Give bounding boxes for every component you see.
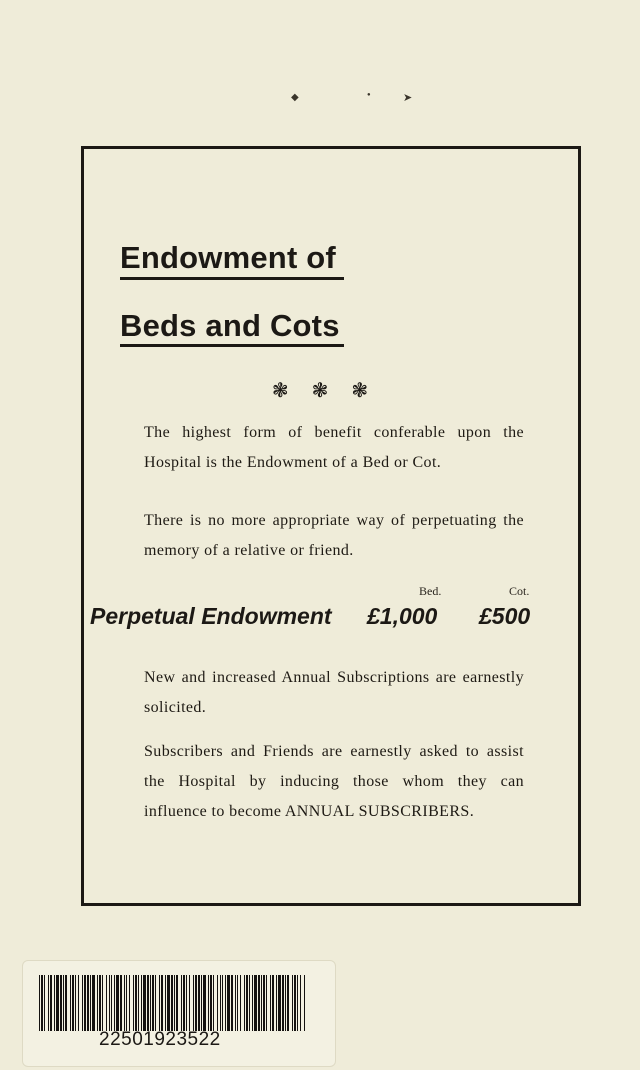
ornament-row [0,378,640,403]
bed-amount: £1,000 [367,603,438,629]
endowment-title: Perpetual Endowment [90,603,332,629]
flower-ornament-icon: ❃ [351,380,369,402]
bed-column-label: Bed. [419,584,442,598]
heading-underline-1 [120,277,344,280]
heading-underline-2 [120,344,344,347]
heading-line-1: Endowment of [120,240,336,275]
barcode-icon [39,975,305,1031]
ink-speck: ● [367,92,371,98]
subscriptions-paragraph: New and increased Annual Subscriptions are earnestly solicited. [144,669,524,716]
barcode-label [22,960,336,1067]
ink-speck: ➤ [403,92,413,104]
memory-paragraph: There is no more appropriate way of perpetuating the memory of a relative or friend. [144,512,524,559]
cot-amount: £500 [479,603,531,629]
heading-line-2: Beds and Cots [120,308,340,343]
subscribers-paragraph: Subscribers and Friends are earnestly asked to assist the Hospital by inducing those whom they can influence to become ANNUAL SUBSCRIBERS. [144,743,524,820]
endowment-row [0,603,640,637]
cot-column-label: Cot. [509,584,530,598]
benefit-paragraph: The highest form of benefit conferable upon the Hospital is the Endowment of a Bed or Cot. [144,424,524,471]
barcode-number: 22501923522 [99,1029,221,1050]
ink-speck: ◆ [291,92,299,103]
flower-ornament-icon: ❃ [311,380,329,402]
flower-ornament-icon: ❃ [271,380,289,402]
